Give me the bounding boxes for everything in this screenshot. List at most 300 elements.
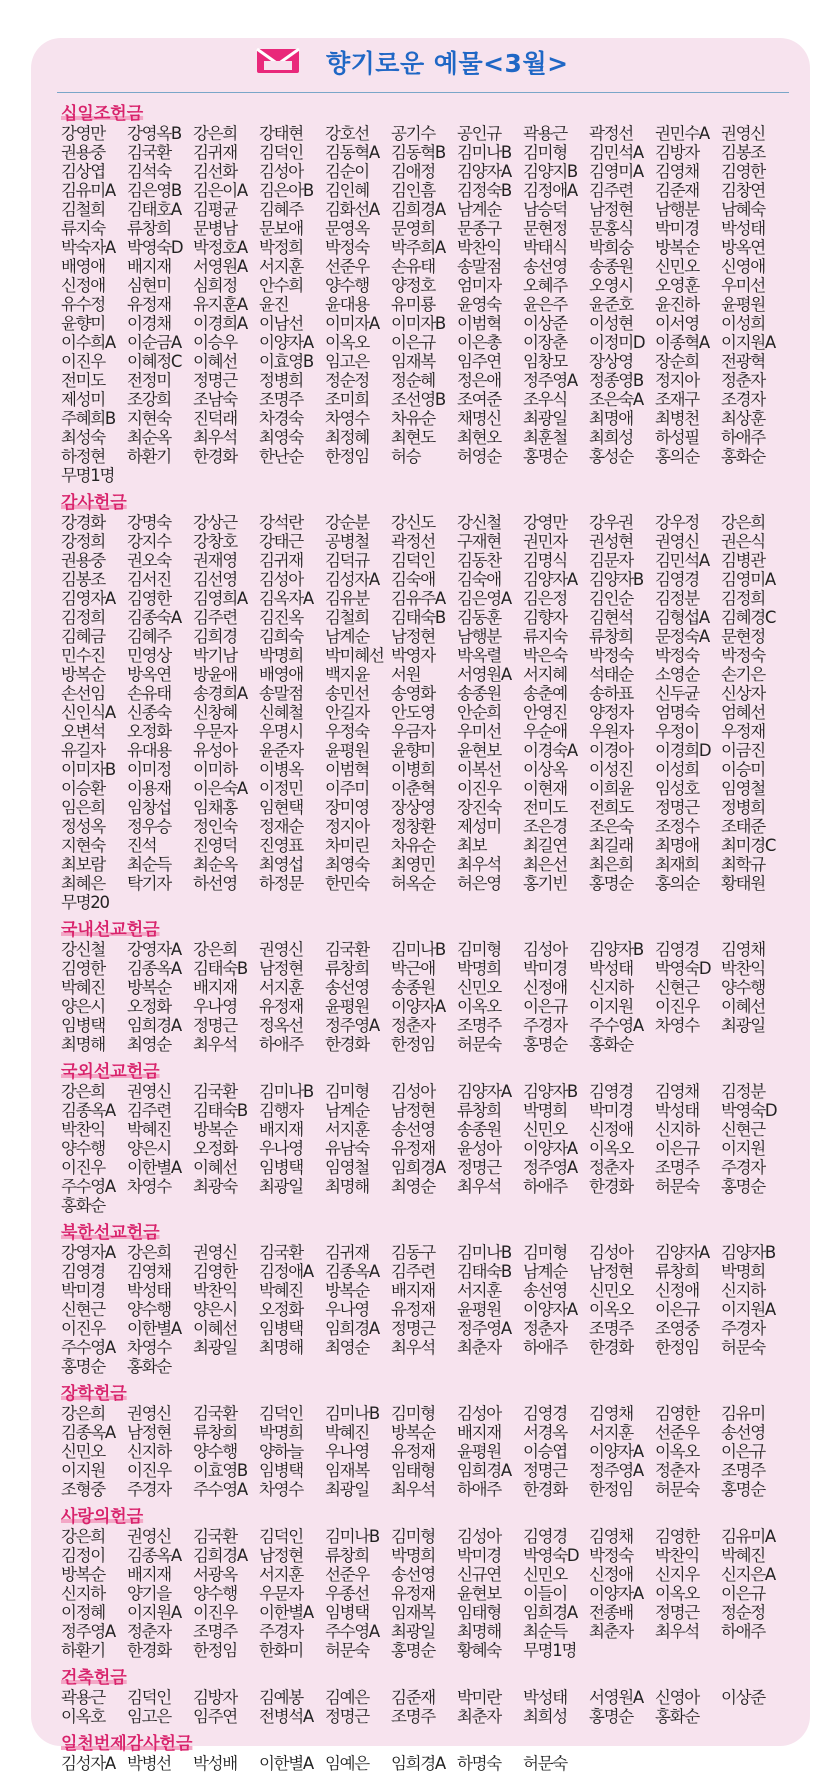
donor-name: 김유분 — [325, 589, 369, 608]
donor-name: 김애정 — [391, 162, 435, 181]
donor-name: 허문숙 — [325, 1641, 369, 1660]
donor-name: 하환기 — [61, 1641, 105, 1660]
donor-name: 정우승 — [127, 817, 171, 836]
donor-name: 김귀재 — [259, 551, 303, 570]
donor-name: 임희경A — [523, 1603, 577, 1622]
donor-name: 조명주 — [193, 1622, 237, 1641]
offering-section — [61, 1507, 801, 1660]
donor-name: 방복순 — [193, 1120, 237, 1139]
offering-card — [31, 38, 810, 1773]
donor-name: 정병희 — [259, 371, 303, 390]
donor-name: 유정재 — [391, 1442, 435, 1461]
donor-name: 최순득 — [523, 1622, 567, 1641]
donor-name: 유정재 — [391, 1584, 435, 1603]
donor-name: 황태원 — [721, 874, 765, 893]
donor-name: 김병관 — [721, 551, 765, 570]
donor-name: 김민석A — [589, 143, 643, 162]
donor-name: 주수영A — [325, 1622, 379, 1641]
donor-name: 남정현 — [259, 1546, 303, 1565]
donor-name: 서지훈 — [259, 1565, 303, 1584]
donor-name: 하환기 — [127, 447, 171, 466]
donor-name: 이옥오 — [325, 333, 369, 352]
donor-name: 윤평원 — [457, 1442, 501, 1461]
donor-name: 이지원A — [721, 1300, 775, 1319]
donor-name: 문현정 — [721, 627, 765, 646]
donor-name: 박태식 — [523, 238, 567, 257]
donor-name: 권은식 — [721, 532, 765, 551]
donor-name: 김영채 — [589, 1527, 633, 1546]
donor-name: 임주연 — [457, 352, 501, 371]
donor-name: 강석란 — [259, 513, 303, 532]
donor-name: 김옥자A — [259, 589, 313, 608]
donor-name: 홍명순 — [391, 1641, 435, 1660]
donor-name: 조여준 — [457, 390, 501, 409]
donor-name: 오영시 — [589, 276, 633, 295]
donor-name: 엄명숙 — [655, 703, 699, 722]
donor-name: 신민오 — [589, 1281, 633, 1300]
donor-name: 김예봉 — [259, 1688, 303, 1707]
donor-name: 전미도 — [61, 371, 105, 390]
donor-name: 김영경 — [655, 940, 699, 959]
donor-name: 송종원 — [589, 257, 633, 276]
donor-name: 우명시 — [259, 722, 303, 741]
donor-name: 유지훈A — [193, 295, 247, 314]
donor-name: 이진우 — [457, 779, 501, 798]
section-title: 장학헌금 — [61, 1384, 127, 1404]
donor-name: 곽정선 — [391, 532, 435, 551]
donor-name: 김영미A — [589, 162, 643, 181]
donor-name: 이효영B — [193, 1461, 247, 1480]
donor-name: 배지재 — [127, 257, 171, 276]
donor-name: 조형중 — [61, 1480, 105, 1499]
donor-name: 이미자B — [61, 760, 115, 779]
donor-name: 주경자 — [127, 1480, 171, 1499]
donor-name: 장진숙 — [457, 798, 501, 817]
donor-name: 서지훈 — [259, 978, 303, 997]
donor-name: 최보람 — [61, 855, 105, 874]
donor-name: 이양자A — [589, 1442, 643, 1461]
donor-name: 김귀재 — [193, 143, 237, 162]
donor-name: 임재복 — [391, 352, 435, 371]
donor-name: 무명1명 — [61, 466, 115, 485]
donor-name: 홍명순 — [523, 447, 567, 466]
donor-name: 이승엽 — [523, 1442, 567, 1461]
donor-name: 송민선 — [325, 684, 369, 703]
offering-section — [61, 1384, 801, 1499]
donor-name: 임희경A — [457, 1461, 511, 1480]
donor-name: 남정현 — [127, 1423, 171, 1442]
donor-list — [61, 1243, 801, 1376]
donor-name: 박미란 — [457, 1688, 501, 1707]
donor-name: 윤은주 — [523, 295, 567, 314]
donor-list — [61, 1527, 801, 1660]
donor-name: 남정현 — [391, 627, 435, 646]
donor-name: 이지원 — [721, 1139, 765, 1158]
donor-name: 윤현보 — [457, 1584, 501, 1603]
donor-name: 박미경 — [655, 219, 699, 238]
donor-name: 송종원 — [391, 978, 435, 997]
donor-name: 최정혜 — [325, 428, 369, 447]
donor-name: 이용재 — [127, 779, 171, 798]
donor-name: 이은규 — [655, 1300, 699, 1319]
donor-name: 배지재 — [193, 978, 237, 997]
donor-name: 박옥렬 — [457, 646, 501, 665]
donor-name: 김은아B — [259, 181, 313, 200]
donor-name: 신영아 — [655, 1688, 699, 1707]
donor-name: 윤성아 — [457, 1139, 501, 1158]
donor-name: 윤준호 — [589, 295, 633, 314]
donor-name: 공인규 — [457, 124, 501, 143]
donor-name: 한민숙 — [325, 874, 369, 893]
donor-name: 김순이 — [325, 162, 369, 181]
donor-name: 한정임 — [391, 1035, 435, 1054]
donor-name: 서영원A — [457, 665, 511, 684]
donor-name: 조강희 — [127, 390, 171, 409]
donor-name: 신상자 — [721, 684, 765, 703]
donor-name: 양은시 — [193, 1300, 237, 1319]
donor-name: 강은희 — [193, 124, 237, 143]
donor-name: 이범혁 — [325, 760, 369, 779]
donor-name: 배지재 — [457, 1423, 501, 1442]
donor-name: 김선화 — [193, 162, 237, 181]
donor-name: 최영순 — [127, 1035, 171, 1054]
donor-name: 이서영 — [655, 314, 699, 333]
donor-name: 최재희 — [655, 855, 699, 874]
donor-name: 송선영 — [391, 1565, 435, 1584]
donor-name: 이양자A — [523, 1300, 577, 1319]
donor-name: 조명주 — [259, 390, 303, 409]
donor-name: 김희숙 — [259, 627, 303, 646]
donor-name: 이성진 — [589, 760, 633, 779]
donor-name: 강호선 — [325, 124, 369, 143]
offering-section — [61, 104, 801, 485]
donor-name: 김평균 — [193, 200, 237, 219]
donor-name: 임희경A — [391, 1158, 445, 1177]
donor-name: 허영순 — [457, 447, 501, 466]
donor-name: 무명20 — [61, 893, 109, 912]
donor-name: 이은규 — [721, 1442, 765, 1461]
section-title: 일천번제감사헌금 — [61, 1734, 193, 1754]
donor-name: 신민오 — [523, 1565, 567, 1584]
donor-list — [61, 124, 801, 485]
donor-name: 정순정 — [325, 371, 369, 390]
donor-name: 윤진하 — [655, 295, 699, 314]
offering-section — [61, 493, 801, 912]
donor-name: 최명애 — [655, 836, 699, 855]
donor-name: 이옥오 — [655, 1584, 699, 1603]
donor-name: 한경화 — [589, 1338, 633, 1357]
donor-name: 오변석 — [61, 722, 105, 741]
donor-name: 홍의순 — [655, 447, 699, 466]
donor-name: 한경화 — [127, 1641, 171, 1660]
donor-name: 권영신 — [655, 532, 699, 551]
donor-name: 이경아 — [589, 741, 633, 760]
donor-name: 박기남 — [193, 646, 237, 665]
donor-name: 김동찬 — [457, 551, 501, 570]
donor-name: 김양자A — [655, 1243, 709, 1262]
donor-name: 무명1명 — [523, 1641, 577, 1660]
donor-name: 양수행 — [193, 1442, 237, 1461]
donor-name: 박병선 — [127, 1754, 171, 1773]
donor-name: 박혜진 — [721, 1546, 765, 1565]
donor-name: 김봉조 — [61, 570, 105, 589]
donor-name: 송말점 — [259, 684, 303, 703]
donor-name: 하애주 — [721, 1622, 765, 1641]
donor-name: 류지숙 — [523, 627, 567, 646]
donor-name: 신민오 — [655, 257, 699, 276]
donor-name: 곽용근 — [61, 1688, 105, 1707]
donor-name: 김영한 — [655, 1527, 699, 1546]
donor-name: 양은시 — [127, 1139, 171, 1158]
donor-name: 이한별A — [127, 1319, 181, 1338]
donor-name: 오정화 — [193, 1139, 237, 1158]
donor-name: 김태숙B — [391, 608, 445, 627]
donor-name: 김덕인 — [127, 1688, 171, 1707]
donor-name: 김유미A — [61, 181, 115, 200]
donor-name: 신지하 — [655, 1120, 699, 1139]
donor-name: 김은영B — [127, 181, 181, 200]
donor-name: 임병택 — [259, 1461, 303, 1480]
section-title: 십일조헌금 — [61, 104, 144, 124]
donor-name: 홍명순 — [589, 1707, 633, 1726]
donor-name: 박혜진 — [325, 1423, 369, 1442]
donor-name: 윤대용 — [325, 295, 369, 314]
donor-name: 조재구 — [655, 390, 699, 409]
donor-name: 이순금A — [127, 333, 181, 352]
donor-name: 최춘자 — [589, 1622, 633, 1641]
donor-name: 정춘자 — [523, 1319, 567, 1338]
donor-name: 박명희 — [391, 1546, 435, 1565]
donor-name: 김성아 — [259, 570, 303, 589]
donor-name: 양하늘 — [259, 1442, 303, 1461]
donor-name: 최순옥 — [193, 855, 237, 874]
donor-name: 우나영 — [325, 1300, 369, 1319]
donor-name: 임재복 — [325, 1461, 369, 1480]
donor-name: 우나영 — [193, 997, 237, 1016]
section-title: 감사헌금 — [61, 493, 127, 513]
donor-name: 김국환 — [193, 1082, 237, 1101]
donor-name: 허옥순 — [391, 874, 435, 893]
donor-name: 임고은 — [325, 352, 369, 371]
donor-name: 이옥오 — [655, 1442, 699, 1461]
donor-name: 서지훈 — [589, 1423, 633, 1442]
donor-name: 박혜진 — [259, 1281, 303, 1300]
donor-name: 하명숙 — [457, 1754, 501, 1773]
donor-name: 이혜선 — [193, 1158, 237, 1177]
donor-name: 박성태 — [655, 1101, 699, 1120]
donor-name: 박찬익 — [457, 238, 501, 257]
page-title: 향기로운 예물<3월> — [326, 49, 569, 78]
donor-name: 최희성 — [589, 428, 633, 447]
donor-name: 송영화 — [391, 684, 435, 703]
donor-name: 박영자 — [391, 646, 435, 665]
donor-name: 남승덕 — [523, 200, 567, 219]
donor-name: 권민수A — [655, 124, 709, 143]
donor-name: 최광일 — [523, 409, 567, 428]
donor-name: 김행자 — [259, 1101, 303, 1120]
donor-name: 정주영A — [325, 1016, 379, 1035]
donor-name: 김영채 — [589, 1404, 633, 1423]
donor-name: 김선영 — [193, 570, 237, 589]
donor-name: 김영경 — [655, 570, 699, 589]
donor-name: 전희도 — [589, 798, 633, 817]
donor-name: 김태숙B — [457, 1262, 511, 1281]
donor-name: 한경화 — [589, 1177, 633, 1196]
donor-name: 박은숙 — [523, 646, 567, 665]
donor-name: 민수진 — [61, 646, 105, 665]
donor-name: 선준우 — [325, 257, 369, 276]
section-title: 국내선교헌금 — [61, 920, 160, 940]
donor-name: 이복선 — [457, 760, 501, 779]
donor-name: 최병천 — [655, 409, 699, 428]
donor-name: 박성배 — [193, 1754, 237, 1773]
donor-name: 송선영 — [325, 978, 369, 997]
donor-name: 홍명순 — [523, 1035, 567, 1054]
donor-name: 정옥선 — [259, 1016, 303, 1035]
donor-name: 정명근 — [655, 798, 699, 817]
donor-name: 김정애A — [523, 181, 577, 200]
donor-name: 최희성 — [523, 1707, 567, 1726]
donor-name: 지현숙 — [127, 409, 171, 428]
donor-name: 김유미A — [721, 1527, 775, 1546]
donor-name: 강상근 — [193, 513, 237, 532]
donor-name: 하정문 — [259, 874, 303, 893]
donor-name: 최성숙 — [61, 428, 105, 447]
donor-name: 조남숙 — [193, 390, 237, 409]
donor-name: 최은선 — [523, 855, 567, 874]
donor-name: 하성필 — [655, 428, 699, 447]
donor-list — [61, 1404, 801, 1499]
donor-name: 박정호A — [193, 238, 247, 257]
donor-name: 송종원 — [457, 684, 501, 703]
donor-name: 강신도 — [391, 513, 435, 532]
donor-name: 한정임 — [193, 1641, 237, 1660]
donor-name: 박명희 — [457, 959, 501, 978]
donor-name: 김인혜 — [325, 181, 369, 200]
donor-name: 김명식 — [523, 551, 567, 570]
donor-name: 정창환 — [391, 817, 435, 836]
donor-name: 남정현 — [259, 959, 303, 978]
donor-name: 박성태 — [589, 959, 633, 978]
donor-name: 박찬익 — [655, 1546, 699, 1565]
donor-name: 조미희 — [325, 390, 369, 409]
donor-name: 차미린 — [325, 836, 369, 855]
donor-name: 김미형 — [391, 1527, 435, 1546]
donor-name: 유정재 — [259, 997, 303, 1016]
donor-name: 최영숙 — [259, 428, 303, 447]
donor-name: 손기은 — [721, 665, 765, 684]
donor-name: 양수행 — [721, 978, 765, 997]
donor-name: 이정민 — [259, 779, 303, 798]
donor-name: 박정희 — [259, 238, 303, 257]
donor-name: 홍화순 — [61, 1196, 105, 1215]
donor-name: 양수행 — [127, 1300, 171, 1319]
donor-name: 이성희 — [721, 314, 765, 333]
donor-name: 오영훈 — [655, 276, 699, 295]
donor-name: 김은영A — [457, 589, 511, 608]
donor-name: 이혜선 — [193, 352, 237, 371]
donor-name: 김주련 — [589, 181, 633, 200]
donor-name: 이지원 — [61, 1461, 105, 1480]
donor-name: 조은경 — [523, 817, 567, 836]
donor-name: 전정미 — [127, 371, 171, 390]
donor-name: 김진옥 — [259, 608, 303, 627]
donor-name: 홍의순 — [655, 874, 699, 893]
donor-name: 서영원A — [589, 1688, 643, 1707]
donor-name: 김정희 — [721, 589, 765, 608]
donor-name: 서지훈 — [457, 1281, 501, 1300]
donor-name: 이상준 — [721, 1688, 765, 1707]
donor-name: 류창희 — [325, 959, 369, 978]
donor-name: 공기수 — [391, 124, 435, 143]
donor-name: 권영신 — [721, 124, 765, 143]
donor-name: 이옥오 — [589, 1139, 633, 1158]
donor-name: 유미룡 — [391, 295, 435, 314]
donor-name: 주수영A — [589, 1016, 643, 1035]
donor-name: 송경희A — [193, 684, 247, 703]
donor-name: 안수희 — [259, 276, 303, 295]
donor-name: 송선영 — [523, 257, 567, 276]
donor-name: 우나영 — [259, 1139, 303, 1158]
donor-name: 류창희 — [655, 1262, 699, 1281]
donor-name: 홍명순 — [589, 874, 633, 893]
donor-name: 이미정 — [127, 760, 171, 779]
donor-name: 양수행 — [325, 276, 369, 295]
donor-name: 이진우 — [61, 1319, 105, 1338]
donor-name: 김희경 — [193, 627, 237, 646]
donor-name: 장미영 — [325, 798, 369, 817]
donor-name: 이양자A — [391, 997, 445, 1016]
donor-name: 남계순 — [325, 627, 369, 646]
donor-name: 임현택 — [259, 798, 303, 817]
donor-name: 최우석 — [655, 1622, 699, 1641]
donor-name: 최영숙 — [325, 855, 369, 874]
donor-name: 김미형 — [391, 1404, 435, 1423]
donor-name: 신지은A — [721, 1565, 775, 1584]
donor-name: 배지재 — [259, 1120, 303, 1139]
donor-name: 박영숙D — [523, 1546, 579, 1565]
donor-name: 박미경 — [61, 1281, 105, 1300]
donor-name: 문정숙A — [655, 627, 709, 646]
donor-name: 박성태 — [721, 219, 765, 238]
donor-name: 김예은 — [325, 1688, 369, 1707]
donor-name: 박명희 — [259, 1423, 303, 1442]
donor-name: 이현재 — [523, 779, 567, 798]
donor-name: 강우권 — [589, 513, 633, 532]
donor-name: 이은규 — [655, 1139, 699, 1158]
donor-name: 김영한 — [193, 1262, 237, 1281]
donor-name: 우정숙 — [325, 722, 369, 741]
donor-name: 양수행 — [193, 1584, 237, 1603]
donor-name: 최광숙 — [193, 1177, 237, 1196]
donor-name: 신민오 — [523, 1120, 567, 1139]
donor-name: 임희경A — [325, 1319, 379, 1338]
donor-name: 지현숙 — [61, 836, 105, 855]
donor-name: 강은희 — [193, 940, 237, 959]
donor-name: 하선영 — [193, 874, 237, 893]
donor-name: 김향자 — [523, 608, 567, 627]
donor-name: 서지혜 — [523, 665, 567, 684]
donor-name: 우문자 — [259, 1584, 303, 1603]
donor-name: 이상준 — [523, 314, 567, 333]
donor-name: 남정현 — [589, 1262, 633, 1281]
donor-name: 류창희 — [325, 1546, 369, 1565]
donor-name: 강창호 — [193, 532, 237, 551]
donor-name: 신두균 — [655, 684, 699, 703]
donor-name: 권영신 — [193, 1243, 237, 1262]
donor-name: 구재현 — [457, 532, 501, 551]
donor-name: 한정임 — [589, 1480, 633, 1499]
